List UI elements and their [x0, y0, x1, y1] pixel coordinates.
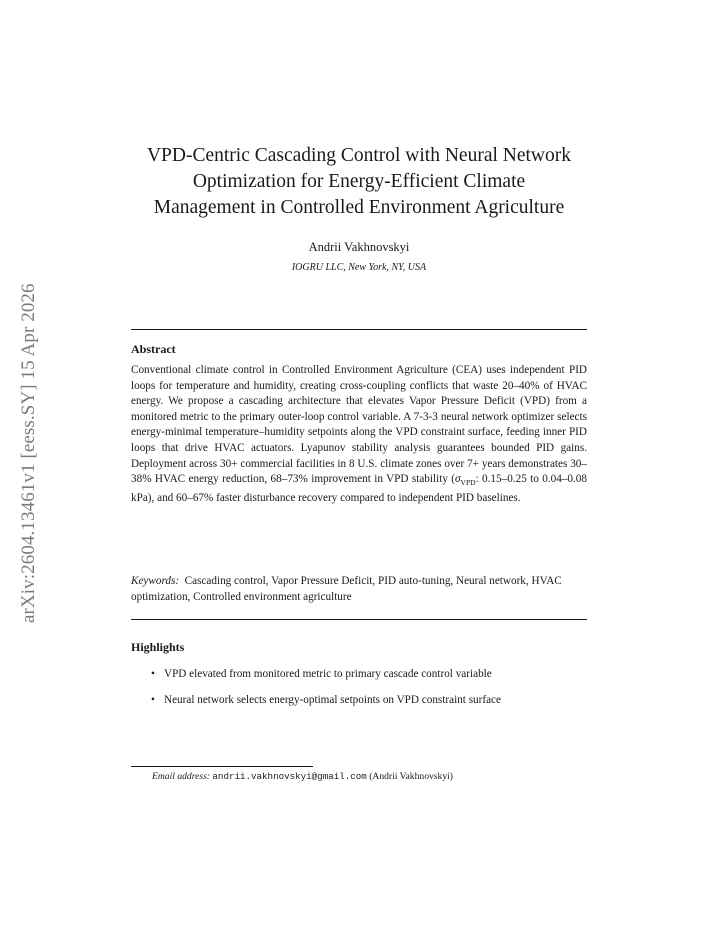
keywords — [131, 574, 587, 605]
footnote — [152, 771, 453, 782]
keywords-label: Keywords: — [131, 575, 180, 587]
abstract-top-rule — [131, 329, 587, 330]
footnote-rule — [131, 766, 313, 767]
abstract-bottom-rule — [131, 619, 587, 620]
title-line: VPD-Centric Cascading Control with Neural Network — [146, 145, 572, 166]
author-affiliation: IOGRU LLC, New York, NY, USA — [291, 262, 427, 273]
keywords-text: Cascading control, Vapor Pressure Deficit, PID auto-tuning, Neural network, HVAC optimization, Controlled environment agriculture — [131, 575, 562, 603]
abstract-text — [131, 363, 587, 507]
email-link[interactable]: andrii.vakhnovskyi@gmail.com — [212, 771, 367, 782]
footnote-name: (Andrii Vakhnovskyi) — [369, 771, 453, 782]
title-line: Optimization for Energy-Efficient Climate — [192, 171, 526, 192]
highlights-heading: Highlights — [131, 640, 185, 654]
paper-title — [131, 143, 587, 221]
abstract-body-part-1: Conventional climate control in Controlled Environment Agriculture (CEA) uses independent PID loops for temperature and humidity, creating cross-coupling conflicts that waste 20–40% of HVAC energy. We propose a cascading architecture that elevates Vapor Pressure Deficit (VPD) from a monitored metric to the primary outer-loop control variable. A 7-3-3 neural network optimizer selects energy-minimal temperature–humidity setpoints along the VPD constraint surface, feeding inner PID loops that drive HVAC actuators. Lyapunov stability analysis guarantees bounded PID gains. Deployment across 30+ commercial facilities in 8 U.S. climate zones over 7+ years demonstrates 30–38% HVAC energy reduction, 68–73% improvement in VPD stability ( — [131, 364, 587, 486]
highlights-list — [131, 667, 587, 718]
abstract-heading: Abstract — [131, 342, 176, 356]
footnote-label: Email address: — [152, 771, 211, 782]
bullet-icon: • — [151, 668, 155, 680]
arxiv-stamp: arXiv:2604.13461v1 [eess.SY] 15 Apr 2026 — [18, 283, 39, 623]
bullet-icon: • — [151, 693, 155, 706]
highlight-text: Neural network selects energy-optimal setpoints on VPD constraint surface — [164, 693, 501, 706]
highlight-item — [131, 667, 587, 683]
sigma-subscript: VPD — [460, 478, 476, 488]
title-line: Management in Controlled Environment Agriculture — [153, 197, 565, 218]
sigma-symbol: σ — [455, 473, 461, 486]
abstract-body-part-2: : 0.15–0.25 to 0.04–0.08 kPa), and 60–67% faster disturbance recovery compared to independent PID baselines. — [131, 473, 587, 504]
author-name: Andrii Vakhnovskyi — [308, 240, 410, 254]
highlight-text: VPD elevated from monitored metric to primary cascade control variable — [164, 668, 492, 680]
highlight-item — [131, 693, 587, 709]
